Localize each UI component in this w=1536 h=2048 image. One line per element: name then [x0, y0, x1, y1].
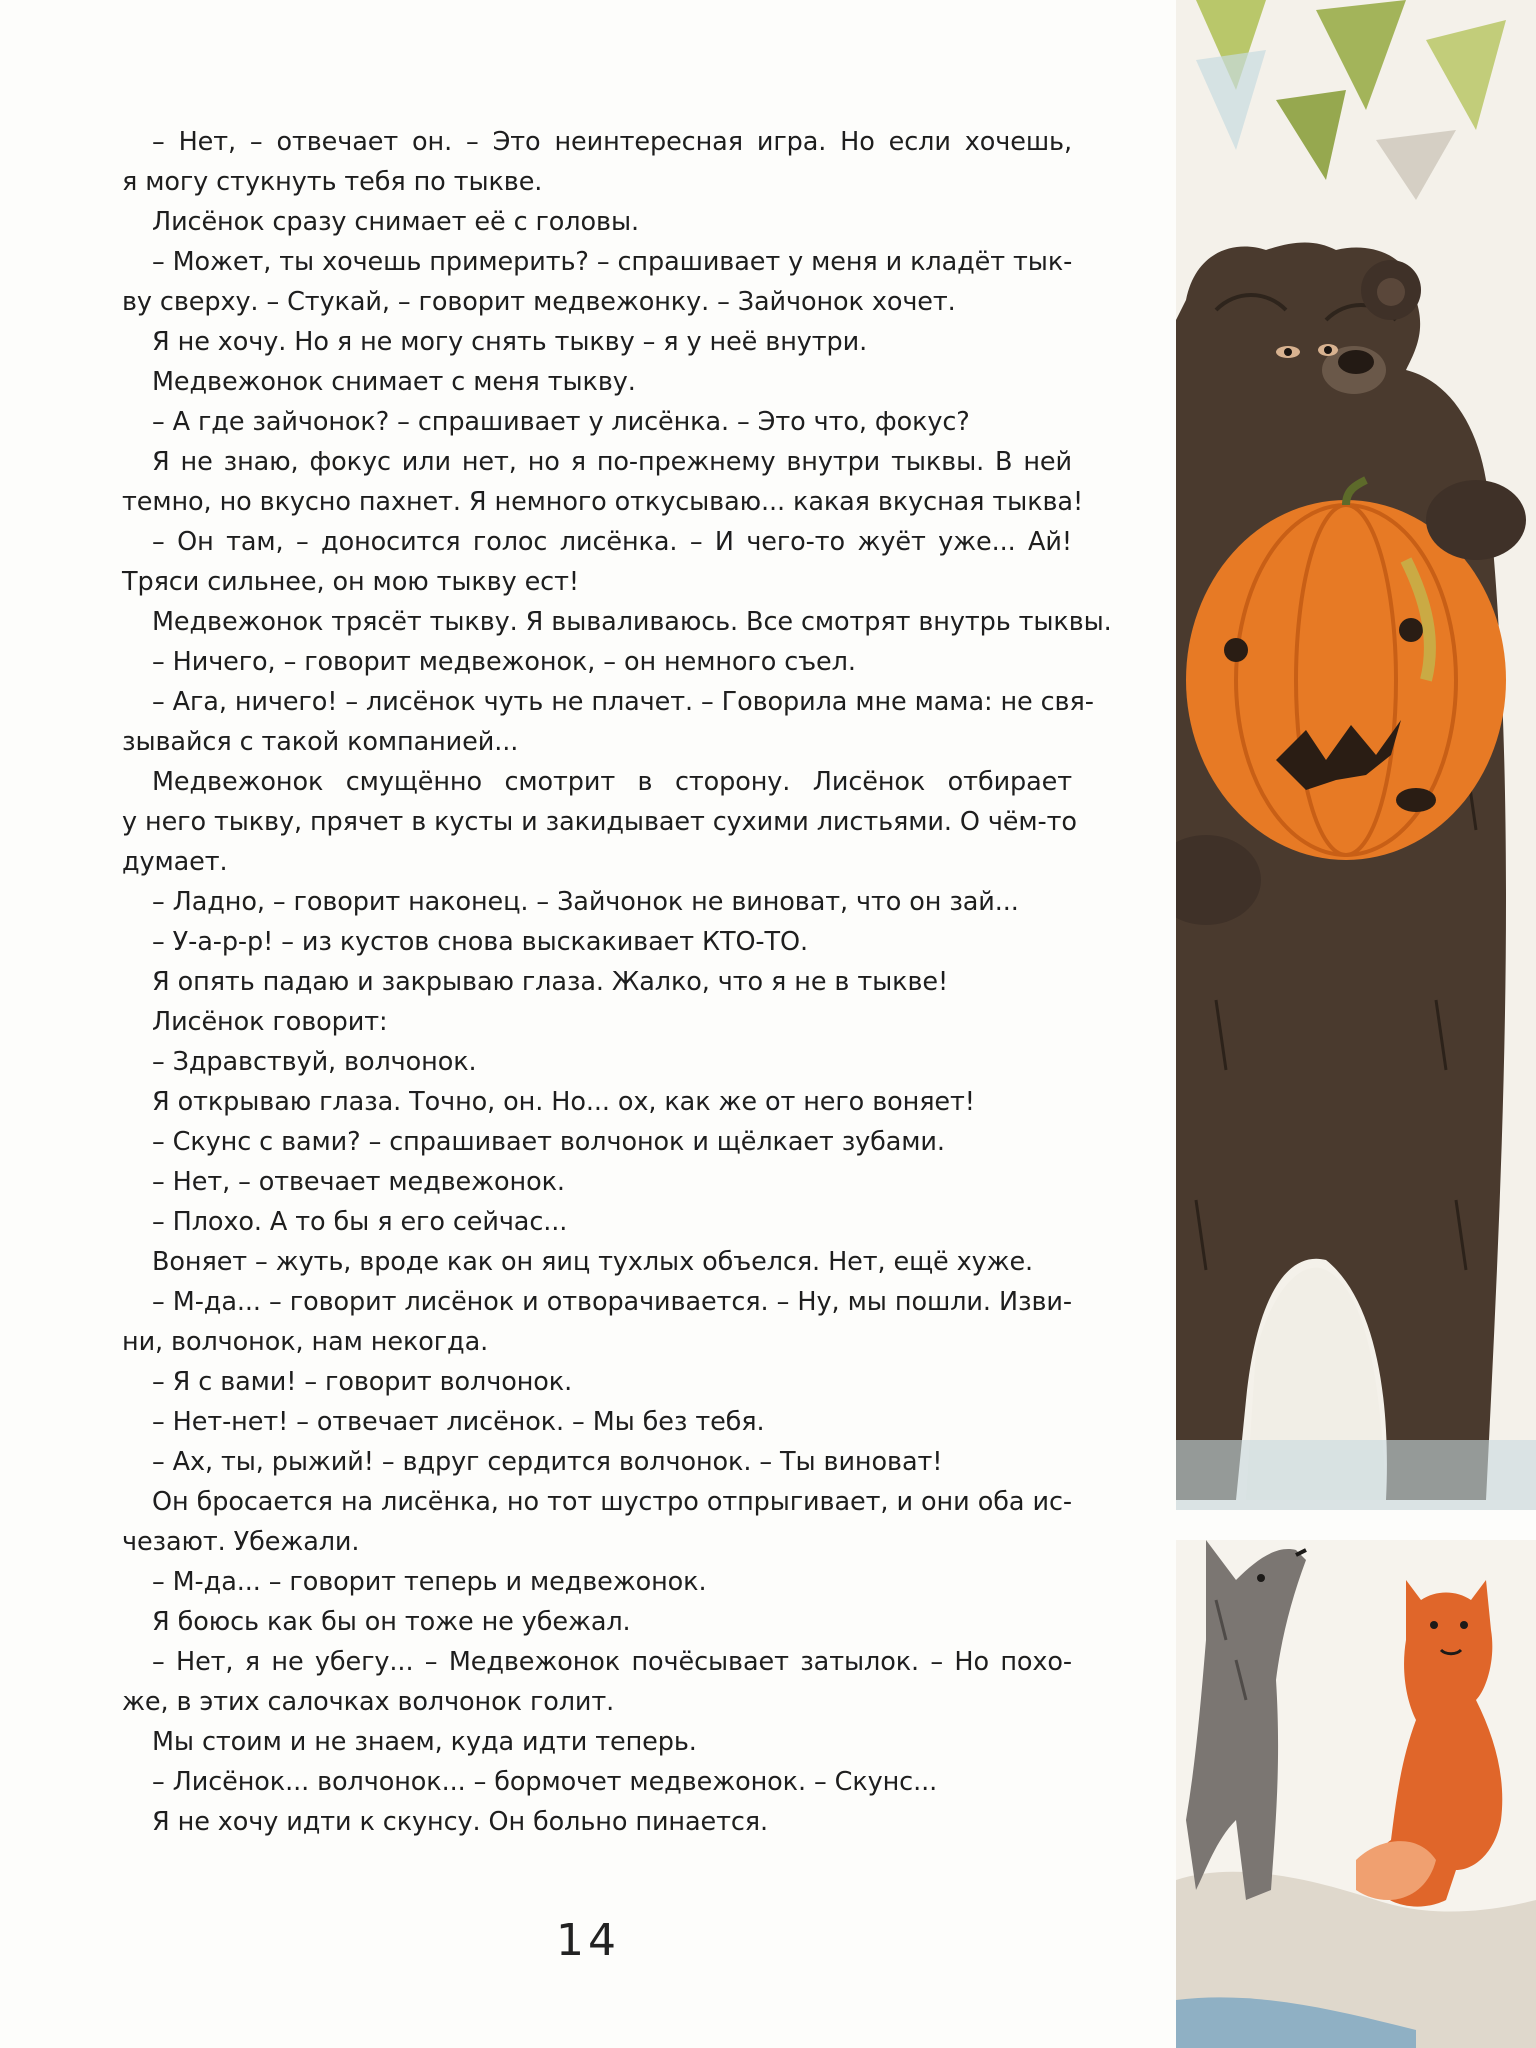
story-line: Я не хочу идти к скунсу. Он больно пинается. [152, 1807, 769, 1837]
story-line: Медвежонок смущённо смотрит в сторону. Лисёнок отбирает [152, 767, 1072, 797]
story-line: – Нет-нет! – отвечает лисёнок. – Мы без тебя. [152, 1407, 765, 1437]
page-number: 14 [556, 1915, 620, 1966]
story-line: – Ах, ты, рыжий! – вдруг сердится волчонок. – Ты виноват! [152, 1447, 943, 1477]
story-line: зывайся с такой компанией... [122, 727, 519, 757]
story-line: ни, волчонок, нам некогда. [122, 1327, 489, 1357]
story-line: – Я с вами! – говорит волчонок. [152, 1367, 573, 1397]
story-line: Я опять падаю и закрываю глаза. Жалко, что я не в тыкве! [152, 967, 949, 997]
story-line: у него тыкву, прячет в кусты и закидывает сухими листьями. О чём-то [122, 807, 1077, 837]
story-line: – Лисёнок... волчонок... – бормочет медвежонок. – Скунс... [152, 1767, 938, 1797]
story-line: – М-да... – говорит лисёнок и отворачивается. – Ну, мы пошли. Изви- [152, 1287, 1072, 1317]
story-line: Я не хочу. Но я не могу снять тыкву – я у неё внутри. [152, 327, 868, 357]
story-line: – Плохо. А то бы я его сейчас... [152, 1207, 568, 1237]
story-line: – Здравствуй, волчонок. [152, 1047, 477, 1077]
story-line: – У-а-р-р! – из кустов снова выскакивает КТО-ТО. [152, 927, 808, 957]
story-line: думает. [122, 847, 228, 877]
story-line: – А где зайчонок? – спрашивает у лисёнка. – Это что, фокус? [152, 407, 970, 437]
story-line: Медвежонок трясёт тыкву. Я вываливаюсь. Все смотрят внутрь тыквы. [152, 607, 1112, 637]
story-line: темно, но вкусно пахнет. Я немного откусываю... какая вкусная тыква! [122, 487, 1084, 517]
page-illustration [1176, 0, 1536, 2048]
story-line: – Нет, – отвечает он. – Это неинтересная игра. Но если хочешь, [152, 127, 1072, 157]
story-line: – Ага, ничего! – лисёнок чуть не плачет. – Говорила мне мама: не свя- [152, 687, 1094, 717]
story-line: – М-да... – говорит теперь и медвежонок. [152, 1567, 707, 1597]
story-line: – Нет, – отвечает медвежонок. [152, 1167, 565, 1197]
story-line: Я открываю глаза. Точно, он. Но... ох, как же от него воняет! [152, 1087, 975, 1117]
story-line: – Может, ты хочешь примерить? – спрашивает у меня и кладёт тык- [152, 247, 1073, 277]
story-line: я могу стукнуть тебя по тыкве. [122, 167, 543, 197]
story-line: Я не знаю, фокус или нет, но я по-прежнему внутри тыквы. В ней [152, 447, 1072, 477]
story-line: Воняет – жуть, вроде как он яиц тухлых объелся. Нет, ещё хуже. [152, 1247, 1034, 1277]
story-line: – Скунс с вами? – спрашивает волчонок и щёлкает зубами. [152, 1127, 945, 1157]
story-line: – Он там, – доносится голос лисёнка. – И чего-то жуёт уже... Ай! [152, 527, 1072, 557]
story-line: чезают. Убежали. [122, 1527, 360, 1557]
story-line: Я боюсь как бы он тоже не убежал. [152, 1607, 631, 1637]
story-line: же, в этих салочках волчонок голит. [122, 1687, 615, 1717]
story-line: – Нет, я не убегу... – Медвежонок почёсывает затылок. – Но похо- [152, 1647, 1072, 1677]
wolf-cub-and-fox-cub-illustration-icon [1176, 1540, 1536, 2048]
bear-with-pumpkin-illustration-icon [1176, 0, 1536, 1510]
story-line: Он бросается на лисёнка, но тот шустро отпрыгивает, и они оба ис- [152, 1487, 1072, 1517]
story-line: Лисёнок говорит: [152, 1007, 388, 1037]
story-line: – Ладно, – говорит наконец. – Зайчонок не виноват, что он зай... [152, 887, 1019, 917]
story-line: Лисёнок сразу снимает её с головы. [152, 207, 639, 237]
story-line: – Ничего, – говорит медвежонок, – он немного съел. [152, 647, 856, 677]
story-line: Мы стоим и не знаем, куда идти теперь. [152, 1727, 697, 1757]
story-line: ву сверху. – Стукай, – говорит медвежонку. – Зайчонок хочет. [122, 287, 956, 317]
story-text [122, 122, 1112, 1842]
story-line: Медвежонок снимает с меня тыкву. [152, 367, 636, 397]
story-line: Тряси сильнее, он мою тыкву ест! [122, 567, 579, 597]
